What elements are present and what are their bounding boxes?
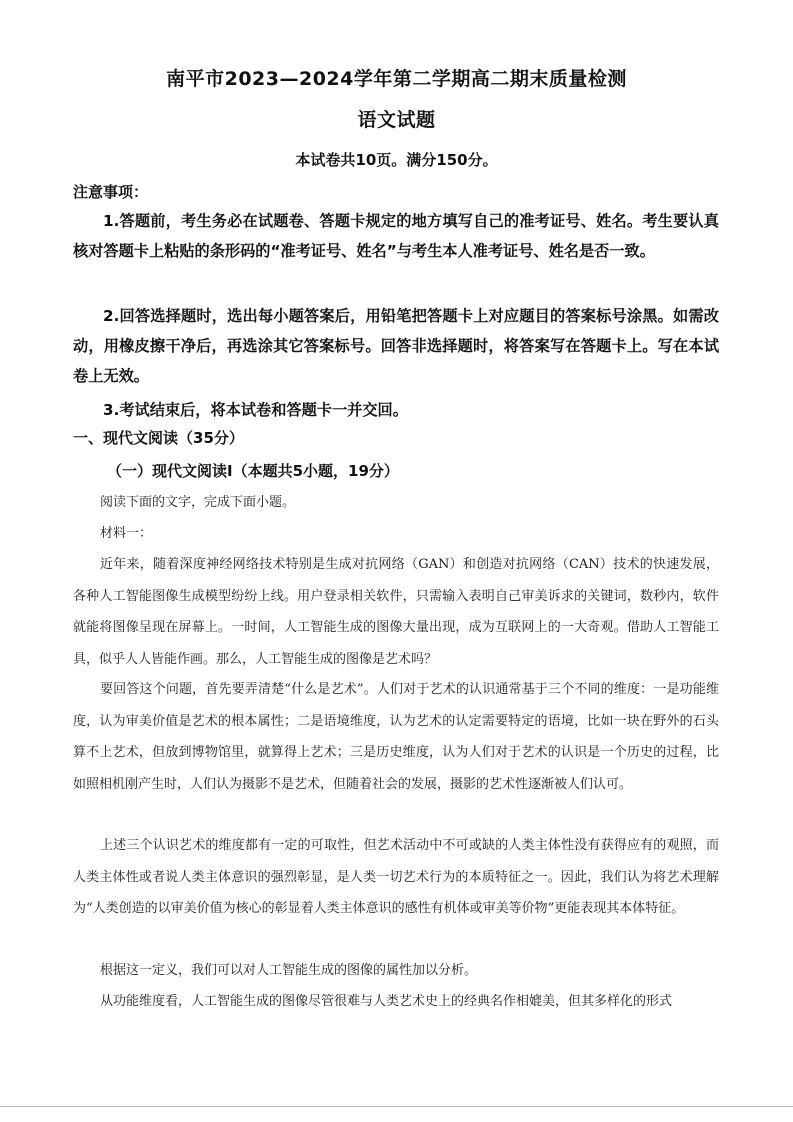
notice-item-3: 3.考试结束后，将本试卷和答题卡一并交回。 [103,401,408,419]
paragraph-1: 近年来，随着深度神经网络技术特别是生成对抗网络（GAN）和创造对抗网络（CAN）技术的快速发展，各种人工智能图像生成模型纷纷上线。用户登录相关软件，只需输入表明自己审美诉求的关键词，数秒内，软件就能将图像呈现在屏幕上。一时间，人工智能生成的图像大量出现，成为互联网上的一大奇观。借助人工智能工具，似乎人人皆能作画。那么，人工智能生成的图像是艺术吗？ [73,557,719,667]
material-label: 材料一： [100,526,153,541]
subject-title: 语文试题 [357,109,436,131]
notice-item-1: 1.答题前，考生务必在试题卷、答题卡规定的地方填写自己的准考证号、姓名。考生要认真核对答题卡上粘贴的条形码的“准考证号、姓名”与考生本人准考证号、姓名是否一致。 [73,212,719,260]
subsection-heading: （一）现代文阅读Ⅰ（本题共5小题，19分） [107,462,399,480]
notice-heading: 注意事项： [73,183,149,201]
paragraph-3: 上述三个认识艺术的维度都有一定的可取性，但艺术活动中不可或缺的人类主体性没有获得应有的观照，而人类主体性或者说人类主体意识的强烈彰显，是人类一切艺术行为的本质特征之一。因此，我们认为将艺术理解为“人类创造的以审美价值为核心的彰显着人类主体意识的感性有机体或审美等价物”更能表现其本体特征。 [73,838,719,916]
exam-info: 本试卷共10页。满分150分。 [295,151,498,169]
paragraph-2: 要回答这个问题，首先要弄清楚“什么是艺术”。人们对于艺术的认识通常基于三个不同的维度：一是功能维度，认为审美价值是艺术的根本属性；二是语境维度，认为艺术的认定需要特定的语境，比如一块在野外的石头算不上艺术，但放到博物馆里，就算得上艺术；三是历史维度，认为人们对于艺术的认识是一个历史的过程，比如照相机刚产生时，人们认为摄影不是艺术，但随着社会的发展，摄影的艺术性逐渐被人们认可。 [73,682,719,792]
paragraph-4: 根据这一定义，我们可以对人工智能生成的图像的属性加以分析。 [100,963,478,978]
exam-title: 南平市2023—2024学年第二学期高二期末质量检测 [166,68,627,90]
page-bottom-divider [0,1106,793,1107]
paragraph-5: 从功能维度看，人工智能生成的图像尽管很难与人类艺术史上的经典名作相媲美，但其多样化的形式 [100,994,673,1009]
section-heading: 一、现代文阅读（35分） [73,429,244,447]
notice-item-2: 2.回答选择题时，选出每小题答案后，用铅笔把答题卡上对应题目的答案标号涂黑。如需改动，用橡皮擦干净后，再选涂其它答案标号。回答非选择题时，将答案写在答题卡上。写在本试卷上无效。 [73,307,719,385]
reading-instruction: 阅读下面的文字，完成下面小题。 [100,495,296,510]
